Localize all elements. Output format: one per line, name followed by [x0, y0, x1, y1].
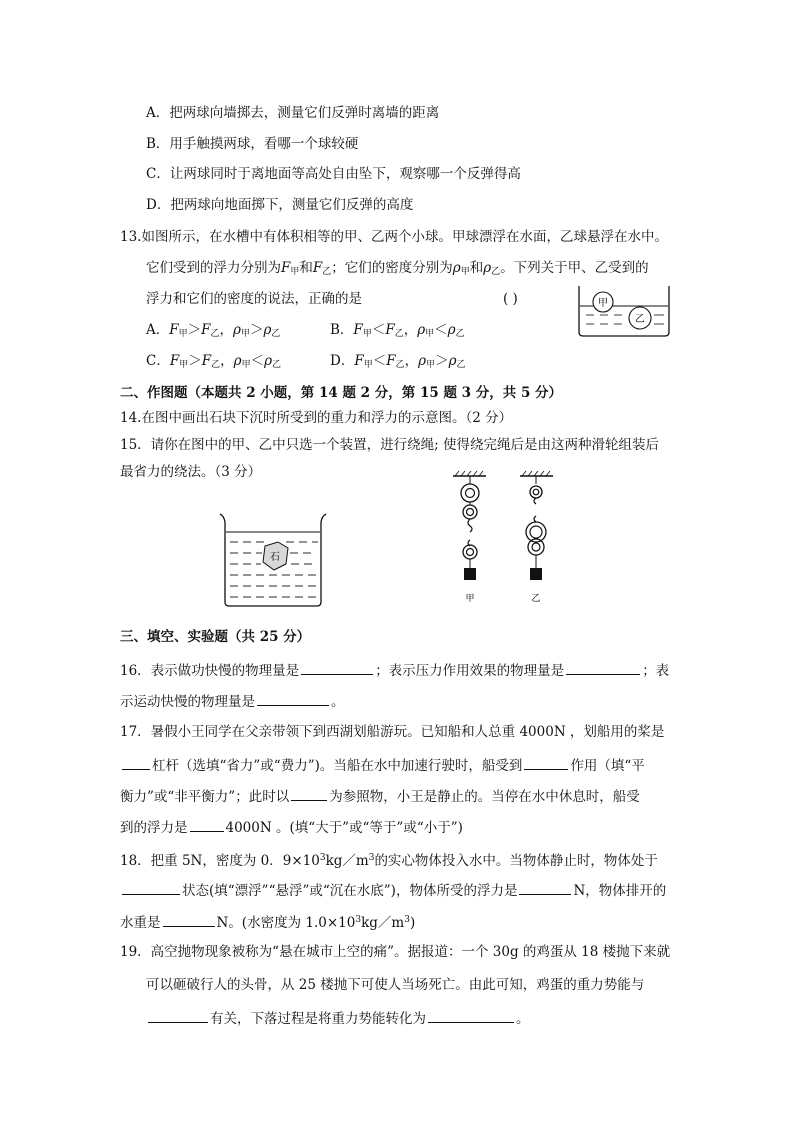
- q13-line1: 13.如图所示，在水槽中有体积相等的甲、乙两个小球。甲球漂浮在水面，乙球悬浮在水中。: [120, 229, 668, 245]
- beaker-stone-figure: [218, 512, 328, 608]
- q13-answer-paren: ( ): [503, 291, 518, 307]
- q17-line1: 17．暑假小王同学在父亲带领下到西湖划船游玩。已知船和人总重 4000N ，划船用的桨是: [120, 724, 665, 740]
- q17-blank-1[interactable]: [122, 755, 150, 770]
- q16-line1: 16．表示做功快慢的物理量是 ；表示压力作用效果的物理量是 ；表: [120, 660, 669, 680]
- q12-option-d: D．把两球向地面掷下，测量它们反弹的高度: [146, 197, 414, 213]
- q16-blank-1[interactable]: [301, 660, 373, 675]
- q12-option-b: B．用手触摸两球，看哪一个球较硬: [146, 136, 359, 152]
- q19-blank-1[interactable]: [148, 1008, 208, 1023]
- q16-blank-3[interactable]: [257, 691, 329, 706]
- q13-option-b: B．$F_甲<F_乙$，$\rho_甲<\rho_乙$: [330, 322, 465, 339]
- svg-text:石: 石: [270, 552, 280, 563]
- q14-text: 14.在图中画出石块下沉时所受到的重力和浮力的示意图。（2 分）: [120, 410, 513, 426]
- svg-text:乙: 乙: [635, 314, 645, 325]
- q17-line4: 到的浮力是 4000N 。(填“大于”或“等于”或“小于”): [120, 817, 463, 837]
- svg-text:甲: 甲: [465, 594, 475, 604]
- q18-blank-3[interactable]: [163, 912, 215, 927]
- svg-text:乙: 乙: [531, 594, 541, 604]
- q19-line3: 有关，下落过程是将重力势能转化为 。: [146, 1008, 530, 1028]
- q18-line3: 水重是 N。(水密度为 $1.0\times 10^3kg/m^3$): [120, 911, 415, 932]
- q13-water-tank-figure: [576, 284, 672, 338]
- q13-line3: 浮力和它们的密度的说法，正确的是: [146, 291, 362, 307]
- pulley-figure: [448, 470, 568, 606]
- q17-blank-2[interactable]: [524, 755, 568, 770]
- q18-line1: 18．把重 5N，密度为 0．$9\times 10^3kg/m^3$的实心物体投入水中。当物体静止时，物体处于: [120, 853, 658, 869]
- q12-option-a: A．把两球向墙掷去，测量它们反弹时离墙的距离: [146, 105, 440, 121]
- section2-heading: 二、作图题（本题共 2 小题，第 14 题 2 分，第 15 题 3 分，共 5 分）: [120, 385, 563, 401]
- q18-blank-1[interactable]: [122, 880, 180, 895]
- q18-blank-2[interactable]: [519, 880, 571, 895]
- section3-heading: 三、填空、实验题（共 25 分）: [120, 629, 311, 645]
- q13-option-d: D．$F_甲<F_乙$，$\rho_甲>\rho_乙$: [330, 353, 466, 370]
- q18-line2: 状态(填“漂浮”“悬浮”或“沉在水底”)，物体所受的浮力是 N，物体排开的: [120, 880, 666, 900]
- q13-line2: 它们受到的浮力分别为$F_甲$和$F_乙$；它们的密度分别为$\rho_甲$和$\rho_乙$。下列关于甲、乙受到的: [146, 260, 649, 277]
- q15-line1: 15．请你在图中的甲、乙中只选一个装置，进行绕绳; 使得绕完绳后是由这两种滑轮组装后: [120, 437, 660, 453]
- q17-line3: 衡力”或“非平衡力”；此时以 为参照物，小王是静止的。当停在水中休息时，船受: [120, 786, 640, 806]
- q13-option-a: A．$F_甲>F_乙$，$\rho_甲>\rho_乙$: [146, 322, 281, 339]
- q17-blank-3[interactable]: [291, 786, 327, 801]
- q16-line2: 示运动快慢的物理量是 。: [120, 691, 345, 711]
- q19-line1: 19．高空抛物现象被称为“悬在城市上空的痛”。据报道：一个 30g 的鸡蛋从 18 楼抛下来就: [120, 944, 671, 960]
- q17-blank-4[interactable]: [190, 817, 224, 832]
- q13-option-c: C．$F_甲>F_乙$，$\rho_甲<\rho_乙$: [146, 353, 282, 370]
- svg-text:甲: 甲: [598, 298, 608, 309]
- q19-line2: 可以砸破行人的头骨，从 25 楼抛下可使人当场死亡。由此可知，鸡蛋的重力势能与: [146, 977, 645, 993]
- q19-blank-2[interactable]: [428, 1008, 514, 1023]
- q15-line2: 最省力的绕法。（3 分）: [120, 464, 262, 480]
- q12-option-c: C．让两球同时于离地面等高处自由坠下，观察哪一个反弹得高: [146, 166, 521, 182]
- q16-blank-2[interactable]: [566, 660, 640, 675]
- q17-line2: 杠杆（选填“省力”或“费力”)。当船在水中加速行驶时，船受到 作用（填“平: [120, 755, 645, 775]
